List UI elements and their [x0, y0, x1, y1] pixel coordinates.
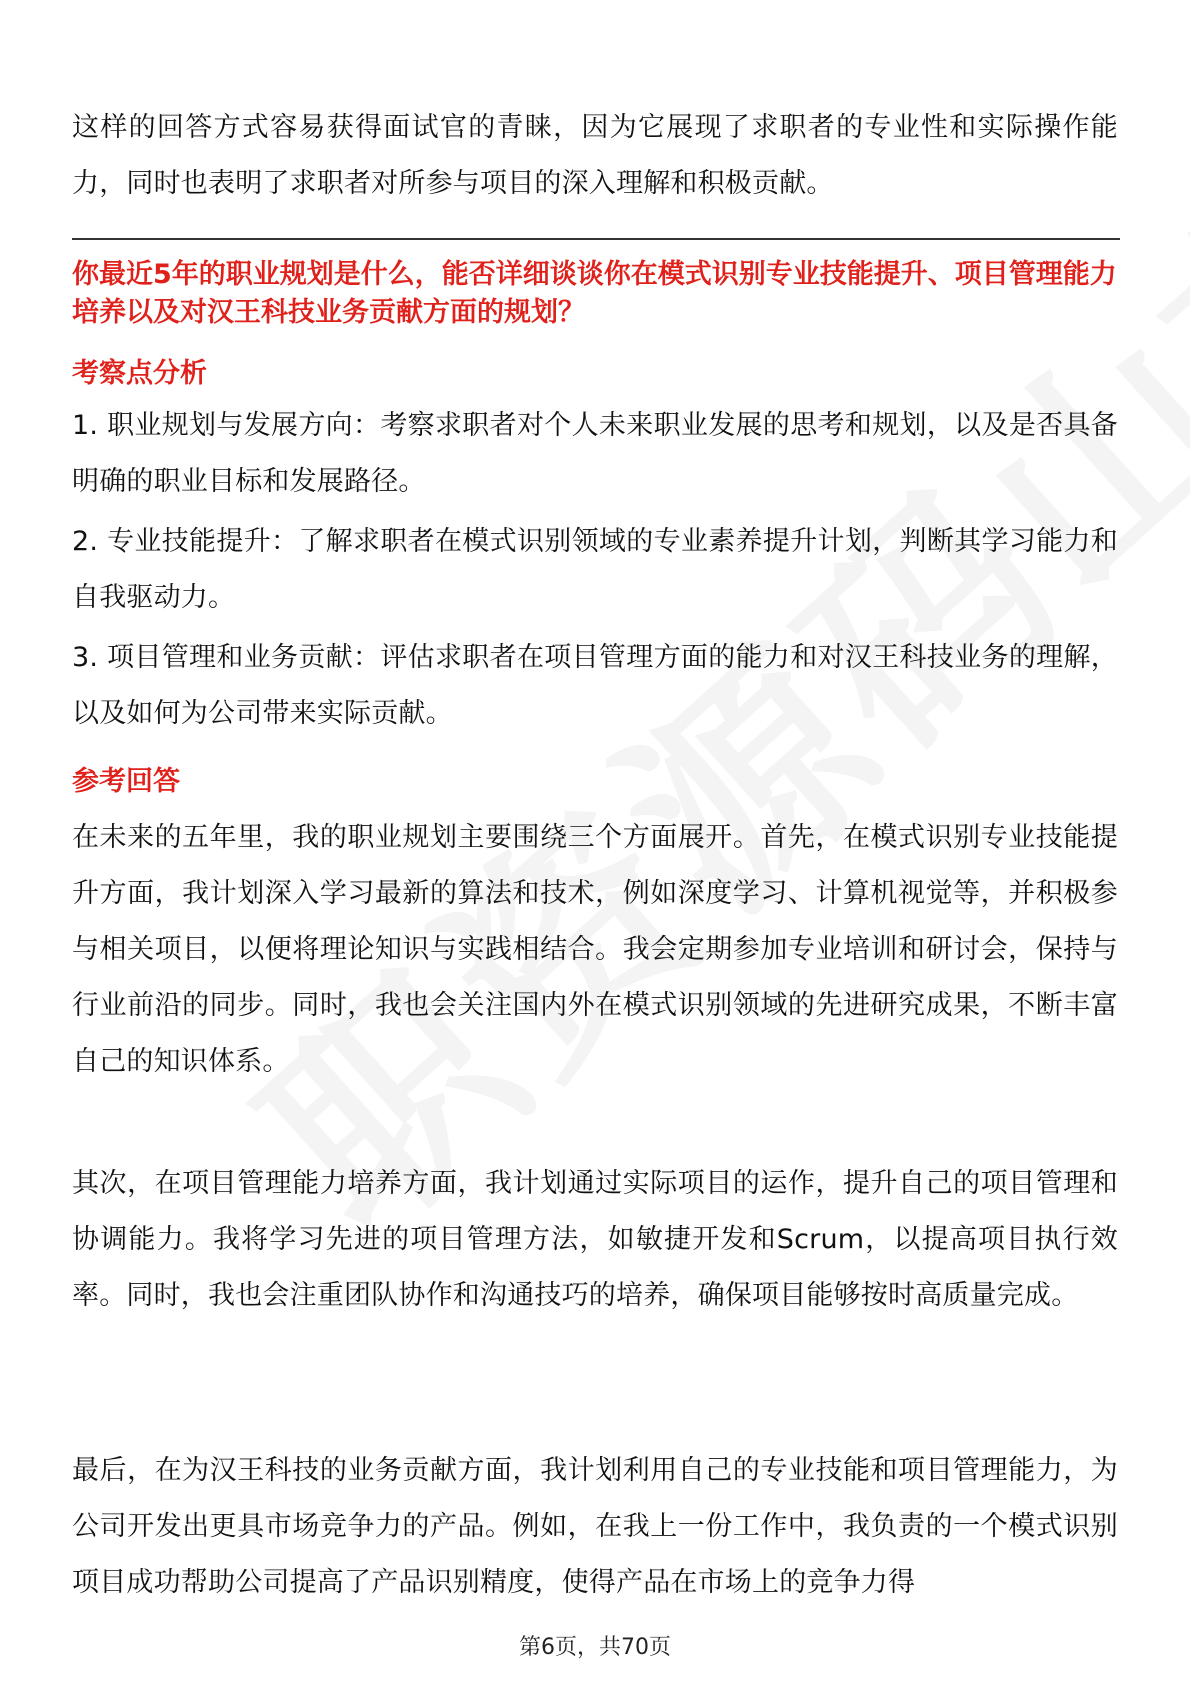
analysis-title: 考察点分析 — [72, 358, 207, 389]
page-number: 第6页，共70页 — [519, 1635, 671, 1660]
answer-paragraph: 最后，在为汉王科技的业务贡献方面，我计划利用自己的专业技能和项目管理能力，为公司开发出更具市场竞争力的产品。例如，在我上一份工作中，我负责的一个模式识别项目成功帮助公司提高了产品识别精度，使得产品在市场上的竞争力得 — [72, 1455, 1118, 1598]
analysis-list — [72, 398, 1118, 746]
analysis-item: 1. 职业规划与发展方向：考察求职者对个人未来职业发展的思考和规划，以及是否具备明确的职业目标和发展路径。 — [72, 410, 1118, 497]
intro-paragraph: 这样的回答方式容易获得面试官的青睐，因为它展现了求职者的专业性和实际操作能力，同时也表明了求职者对所参与项目的深入理解和积极贡献。 — [72, 112, 1118, 199]
answer-paragraph: 在未来的五年里，我的职业规划主要围绕三个方面展开。首先，在模式识别专业技能提升方面，我计划深入学习最新的算法和技术，例如深度学习、计算机视觉等，并积极参与相关项目，以便将理论知识与实践相结合。我会定期参加专业培训和研讨会，保持与行业前沿的同步。同时，我也会关注国内外在模式识别领域的先进研究成果，不断丰富自己的知识体系。 — [72, 822, 1118, 1077]
analysis-item: 3. 项目管理和业务贡献：评估求职者在项目管理方面的能力和对汉王科技业务的理解，以及如何为公司带来实际贡献。 — [72, 642, 1118, 729]
answer-paragraph: 其次，在项目管理能力培养方面，我计划通过实际项目的运作，提升自己的项目管理和协调能力。我将学习先进的项目管理方法，如敏捷开发和Scrum，以提高项目执行效率。同时，我也会注重团队协作和沟通技巧的培养，确保项目能够按时高质量完成。 — [72, 1168, 1118, 1311]
analysis-item: 2. 专业技能提升：了解求职者在模式识别领域的专业素养提升计划，判断其学习能力和自我驱动力。 — [72, 526, 1118, 613]
divider — [72, 238, 1120, 240]
answer-title: 参考回答 — [72, 766, 180, 797]
question-heading: 你最近5年的职业规划是什么，能否详细谈谈你在模式识别专业技能提升、项目管理能力培养以及对汉王科技业务贡献方面的规划？ — [72, 259, 1117, 328]
